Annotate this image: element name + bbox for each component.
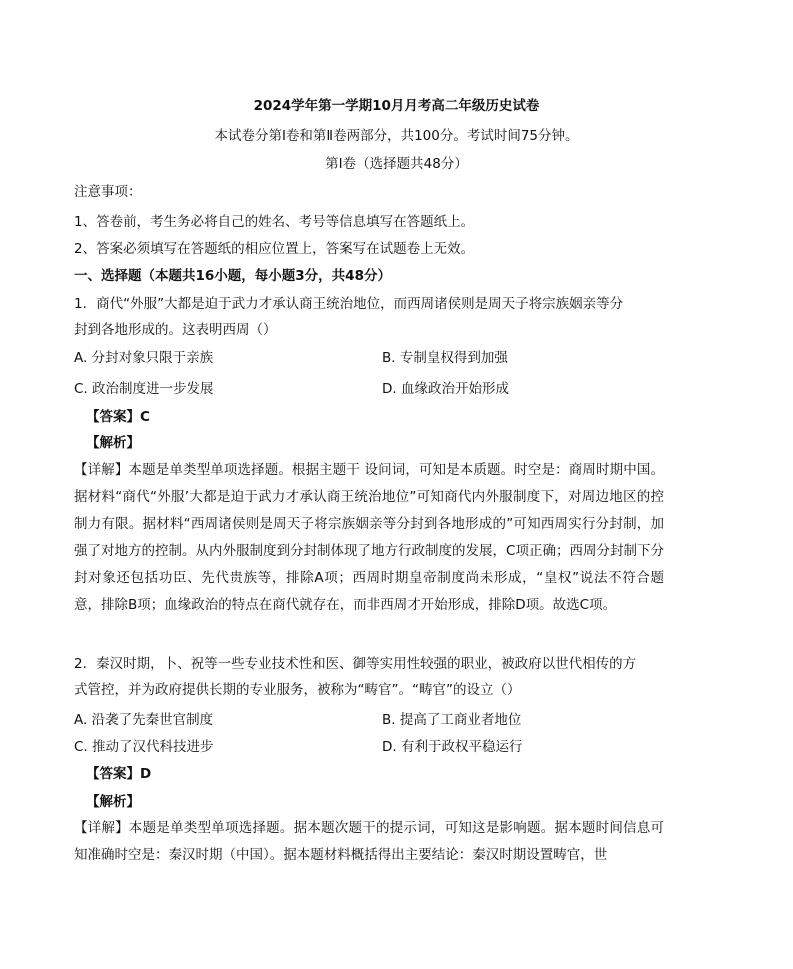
q1-detail: 【详解】本题是单类型单项选择题。根据主题干 设问词，可知是本质题。时空是：商周时期中国。据材料“商代“外服’大都是迫于武力才承认商王统治地位”可知商代内外服制度下，对周边地区的控制力有限。据材料“西周诸侯则是周天子将宗族姻亲等分封到各地形成的”可知西周实行分封制，加强了对地方的控制。从内外服制度到分封制体现了地方行政制度的发展，C项正确；西周分封制下分封对象还包括功臣、先代贵族等，排除A项；西周时期皇帝制度尚未形成，“皇权”说法不符合题意，排除B项；血缘政治的特点在商代就存在，而非西周才开始形成，排除D项。故选C项。 bbox=[74, 462, 664, 613]
page-subtitle: 本试卷分第Ⅰ卷和第Ⅱ卷两部分，共100分。考试时间75分钟。 bbox=[214, 128, 579, 144]
q2-analysis-label: 【解析】 bbox=[86, 794, 140, 810]
q1-analysis-label: 【解析】 bbox=[86, 435, 140, 451]
q2-option-b: B. 提高了工商业者地位 bbox=[382, 712, 522, 728]
notes-heading: 注意事项： bbox=[74, 184, 142, 200]
q2-option-d: D. 有利于政权平稳运行 bbox=[382, 739, 523, 755]
q2-option-c: C. 推动了汉代科技进步 bbox=[74, 739, 214, 755]
q1-option-a: A. 分封对象只限于亲族 bbox=[74, 350, 214, 366]
part1-heading: 一、选择题（本题共16小题，每小题3分，共48分） bbox=[74, 268, 391, 284]
q1-option-c: C. 政治制度进一步发展 bbox=[74, 381, 214, 397]
q1-stem-line2: 封到各地形成的。这表明西周（） bbox=[74, 322, 277, 338]
q1-option-d: D. 血缘政治开始形成 bbox=[382, 381, 509, 397]
q2-answer: 【答案】D bbox=[86, 766, 152, 782]
q2-stem-line2: 式管控，并为政府提供长期的专业服务，被称为“畴官”。“畴官”的设立（） bbox=[74, 682, 521, 698]
q1-option-b: B. 专制皇权得到加强 bbox=[382, 350, 508, 366]
q2-stem-line1: 2．秦汉时期，卜、祝等一些专业技术性和医、御等实用性较强的职业，被政府以世代相传的方 bbox=[74, 656, 637, 672]
notes-item-1: 1、答卷前，考生务必将自己的姓名、考号等信息填写在答题纸上。 bbox=[74, 214, 475, 230]
notes-item-2: 2、答案必须填写在答题纸的相应位置上，答案写在试题卷上无效。 bbox=[74, 241, 475, 257]
section-heading: 第Ⅰ卷（选择题共48分） bbox=[325, 156, 468, 172]
q2-option-a: A. 沿袭了先秦世官制度 bbox=[74, 712, 214, 728]
page-title: 2024学年第一学期10月月考高二年级历史试卷 bbox=[253, 98, 540, 114]
q2-detail: 【详解】本题是单类型单项选择题。据本题次题干的提示词，可知这是影响题。据本题时间信息可知准确时空是：秦汉时期（中国）。据本题材料概括得出主要结论：秦汉时期设置畴官，世 bbox=[74, 820, 664, 863]
q1-stem-line1: 1．商代“外服”大都是迫于武力才承认商王统治地位，而西周诸侯则是周天子将宗族姻亲等分 bbox=[74, 296, 624, 312]
q1-answer: 【答案】C bbox=[86, 409, 150, 425]
